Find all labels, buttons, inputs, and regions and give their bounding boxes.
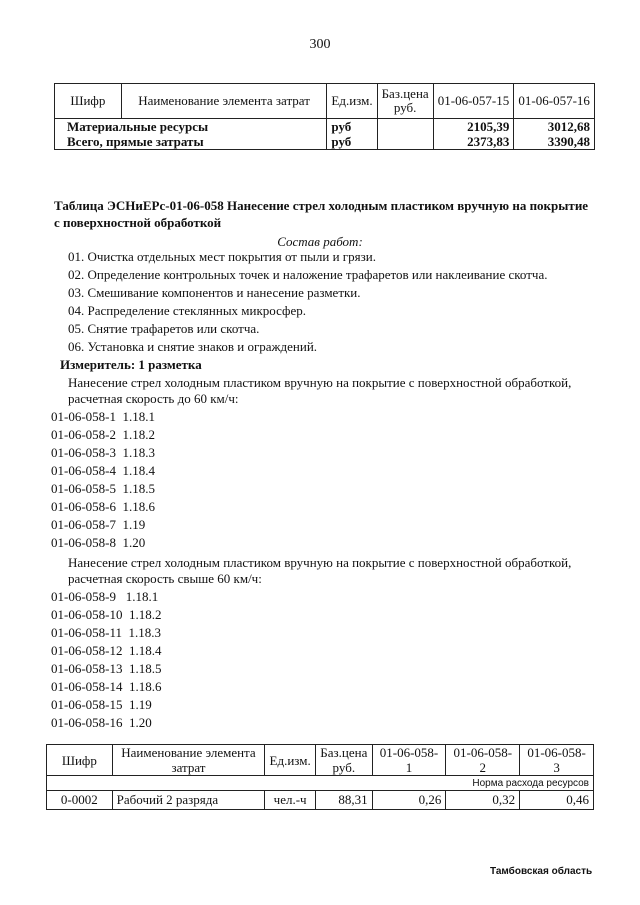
footer-region: Тамбовская область xyxy=(490,866,593,877)
row-value-2: 3012,68 xyxy=(514,119,595,135)
header-unit: Ед.изм. xyxy=(265,745,316,776)
group1-description: Нанесение стрел холодным пластиком вручную на покрытие с поверхностной обработкой, расчетная скорость до 60 км/ч: xyxy=(68,375,572,406)
measurer-label: Измеритель: 1 разметка xyxy=(60,357,202,372)
row-value-2: 3390,48 xyxy=(514,134,595,150)
row-value-1: 0,26 xyxy=(372,791,446,810)
code-entry: 01-06-058-4 1.18.4 xyxy=(51,463,155,478)
row-value-1: 2105,39 xyxy=(433,119,514,135)
table-row xyxy=(47,791,594,810)
header-name: Наименование элемента затрат xyxy=(112,745,265,776)
row-unit: чел.-ч xyxy=(265,791,316,810)
table-row xyxy=(55,119,595,135)
table-row xyxy=(55,134,595,150)
code-entry: 01-06-058-3 1.18.3 xyxy=(51,445,155,460)
header-name: Наименование элемента затрат xyxy=(121,84,327,119)
work-item: 03. Смешивание компонентов и нанесение разметки. xyxy=(68,285,361,300)
row-value-3: 0,46 xyxy=(520,791,594,810)
header-code: Шифр xyxy=(47,745,113,776)
table-title: Таблица ЭСНиЕРс-01-06-058 Нанесение стрел холодным пластиком вручную на покрытие с поверхностной обработкой xyxy=(54,198,589,230)
work-item: 02. Определение контрольных точек и наложение трафаретов или наклеивание скотча. xyxy=(68,267,548,282)
code-entry: 01-06-058-9 1.18.1 xyxy=(51,589,159,604)
code-entry: 01-06-058-8 1.20 xyxy=(51,535,146,550)
header-code: Шифр xyxy=(55,84,122,119)
code-entry: 01-06-058-14 1.18.6 xyxy=(51,679,162,694)
row-value-2: 0,32 xyxy=(446,791,520,810)
row-code: 0-0002 xyxy=(47,791,113,810)
row-unit: руб xyxy=(327,119,377,135)
header-col-3: 01-06-058-3 xyxy=(520,745,594,776)
header-col-16: 01-06-057-16 xyxy=(514,84,595,119)
code-entry: 01-06-058-1 1.18.1 xyxy=(51,409,155,424)
table-header-row xyxy=(47,745,594,776)
header-base-price: Баз.цена руб. xyxy=(315,745,372,776)
norm-row xyxy=(47,776,594,791)
header-base-price: Баз.цена руб. xyxy=(377,84,433,119)
group2-description: Нанесение стрел холодным пластиком вручную на покрытие с поверхностной обработкой, расчетная скорость свыше 60 км/ч: xyxy=(68,555,572,586)
row-unit: руб xyxy=(327,134,377,150)
row-name: Всего, прямые затраты xyxy=(55,134,327,150)
row-price: 88,31 xyxy=(315,791,372,810)
top-cost-table xyxy=(54,83,595,150)
work-item: 06. Установка и снятие знаков и ограждений. xyxy=(68,339,318,354)
resource-norm-table xyxy=(46,744,594,810)
work-item: 05. Снятие трафаретов или скотча. xyxy=(68,321,260,336)
row-value-1: 2373,83 xyxy=(433,134,514,150)
code-entry: 01-06-058-6 1.18.6 xyxy=(51,499,155,514)
table-header-row xyxy=(55,84,595,119)
code-entry: 01-06-058-11 1.18.3 xyxy=(51,625,162,640)
code-entry: 01-06-058-10 1.18.2 xyxy=(51,607,162,622)
row-price xyxy=(377,134,433,150)
row-price xyxy=(377,119,433,135)
work-item: 01. Очистка отдельных мест покрытия от пыли и грязи. xyxy=(68,249,376,264)
row-name: Материальные ресурсы xyxy=(55,119,327,135)
header-col-15: 01-06-057-15 xyxy=(433,84,514,119)
code-entry: 01-06-058-15 1.19 xyxy=(51,697,152,712)
header-unit: Ед.изм. xyxy=(327,84,377,119)
code-entry: 01-06-058-16 1.20 xyxy=(51,715,152,730)
code-entry: 01-06-058-5 1.18.5 xyxy=(51,481,155,496)
code-entry: 01-06-058-12 1.18.4 xyxy=(51,643,162,658)
code-entry: 01-06-058-7 1.19 xyxy=(51,517,146,532)
code-entry: 01-06-058-13 1.18.5 xyxy=(51,661,162,676)
norm-label: Норма расхода ресурсов xyxy=(47,776,594,791)
code-entry: 01-06-058-2 1.18.2 xyxy=(51,427,155,442)
header-col-2: 01-06-058-2 xyxy=(446,745,520,776)
page-number: 300 xyxy=(309,37,331,52)
row-name: Рабочий 2 разряда xyxy=(112,791,265,810)
work-item: 04. Распределение стеклянных микросфер. xyxy=(68,303,306,318)
composition-heading: Состав работ: xyxy=(277,234,363,249)
header-col-1: 01-06-058-1 xyxy=(372,745,446,776)
